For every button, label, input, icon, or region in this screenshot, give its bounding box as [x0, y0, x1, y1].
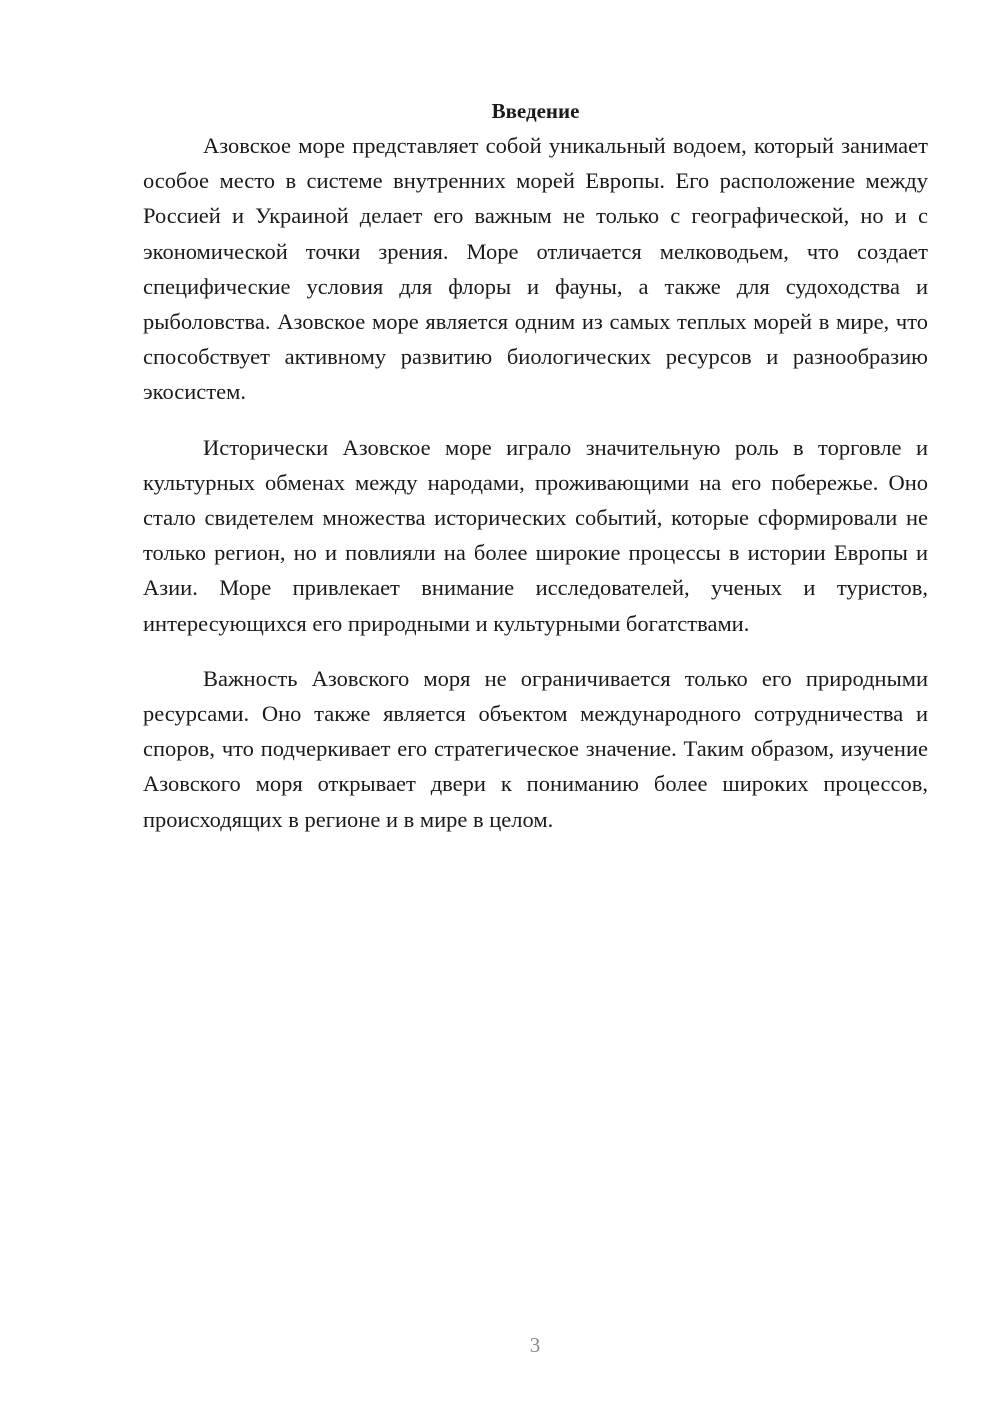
paragraph-3: Важность Азовского моря не ограничивается только его природными ресурсами. Оно также является объектом международного сотрудничества и споров, что подчеркивает его стратегическое значение. Таким образом, изучение Азовского моря открывает двери к пониманию более широких процессов, происходящих в регионе и в мире в целом. — [143, 665, 928, 832]
section-title: Введение — [491, 99, 580, 123]
paragraph-2: Исторически Азовское море играло значительную роль в торговле и культурных обменах между народами, проживающими на его побережье. Оно стало свидетелем множества исторических событий, которые сформировали не только регион, но и повлияли на более широкие процессы в истории Европы и Азии. Море привлекает внимание исследователей, ученых и туристов, интересующихся его природными и культурными богатствами. — [143, 434, 928, 636]
page-content — [143, 96, 928, 857]
page-number: 3 — [529, 1333, 541, 1357]
paragraph-1: Азовское море представляет собой уникальный водоем, который занимает особое место в системе внутренних морей Европы. Его расположение между Россией и Украиной делает его важным не только с географической, но и с экономической точки зрения. Море отличается мелководьем, что создает специфические условия для флоры и фауны, а также для судоходства и рыболовства. Азовское море является одним из самых теплых морей в мире, что способствует активному развитию биологических ресурсов и разнообразию экосистем. — [143, 133, 928, 405]
